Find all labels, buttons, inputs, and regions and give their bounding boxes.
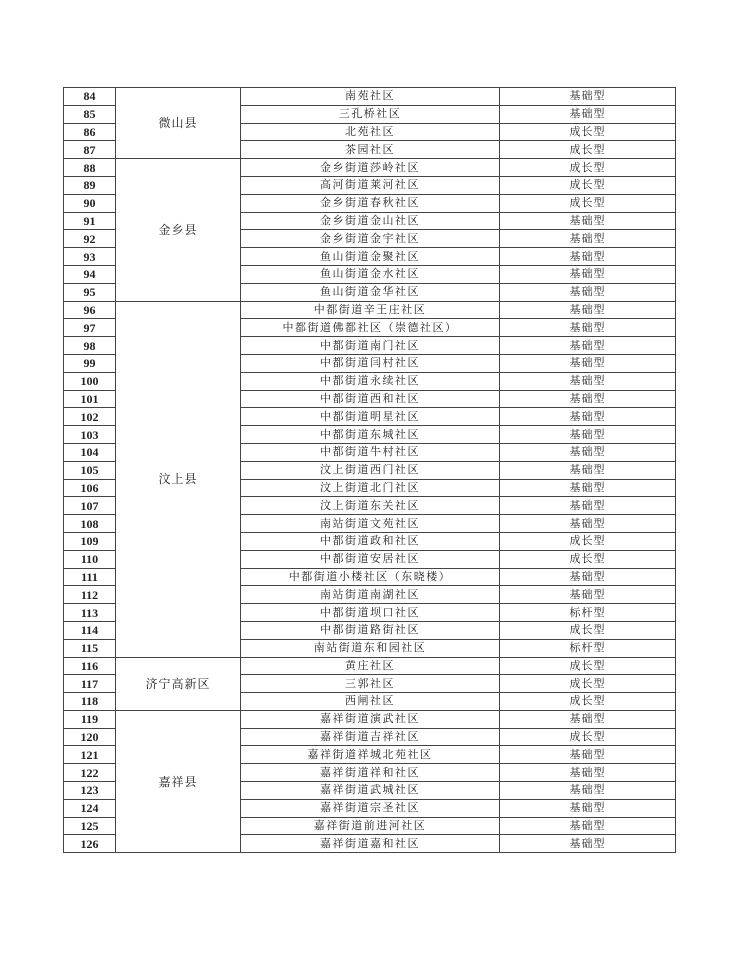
community-name: 高河街道莱河社区 — [241, 176, 500, 194]
community-name: 中都街道牛村社区 — [241, 443, 500, 461]
community-type: 基础型 — [500, 764, 676, 782]
community-name: 中都街道坝口社区 — [241, 604, 500, 622]
row-number: 88 — [64, 159, 116, 177]
community-type: 成长型 — [500, 693, 676, 711]
community-type: 成长型 — [500, 550, 676, 568]
row-number: 105 — [64, 461, 116, 479]
row-number: 102 — [64, 408, 116, 426]
row-number: 104 — [64, 443, 116, 461]
community-name: 南站街道东和园社区 — [241, 639, 500, 657]
community-name: 汶上街道东关社区 — [241, 497, 500, 515]
community-type: 成长型 — [500, 657, 676, 675]
row-number: 91 — [64, 212, 116, 230]
community-type: 基础型 — [500, 88, 676, 106]
community-name: 鱼山街道金水社区 — [241, 265, 500, 283]
row-number: 99 — [64, 354, 116, 372]
community-name: 汶上街道西门社区 — [241, 461, 500, 479]
community-type: 基础型 — [500, 817, 676, 835]
community-table — [63, 87, 676, 853]
row-number: 120 — [64, 728, 116, 746]
community-type: 基础型 — [500, 354, 676, 372]
community-name: 中都街道明星社区 — [241, 408, 500, 426]
community-type: 成长型 — [500, 621, 676, 639]
row-number: 106 — [64, 479, 116, 497]
row-number: 92 — [64, 230, 116, 248]
community-type: 基础型 — [500, 105, 676, 123]
community-type: 成长型 — [500, 123, 676, 141]
community-type: 基础型 — [500, 426, 676, 444]
row-number: 121 — [64, 746, 116, 764]
community-name: 中都街道佛都社区（崇德社区） — [241, 319, 500, 337]
community-name: 嘉祥街道演武社区 — [241, 710, 500, 728]
table-body — [64, 88, 676, 853]
community-name: 三郭社区 — [241, 675, 500, 693]
community-name: 中都街道安居社区 — [241, 550, 500, 568]
community-name: 金乡街道春秋社区 — [241, 194, 500, 212]
community-name: 嘉祥街道武城社区 — [241, 782, 500, 800]
community-name: 中都街道东城社区 — [241, 426, 500, 444]
county-cell: 金乡县 — [116, 159, 241, 301]
community-type: 基础型 — [500, 461, 676, 479]
community-name: 中都街道永续社区 — [241, 372, 500, 390]
community-name: 南站街道文苑社区 — [241, 515, 500, 533]
row-number: 94 — [64, 265, 116, 283]
row-number: 119 — [64, 710, 116, 728]
community-type: 基础型 — [500, 408, 676, 426]
community-type: 成长型 — [500, 675, 676, 693]
community-name: 南站街道南湖社区 — [241, 586, 500, 604]
row-number: 101 — [64, 390, 116, 408]
row-number: 84 — [64, 88, 116, 106]
community-type: 成长型 — [500, 194, 676, 212]
row-number: 118 — [64, 693, 116, 711]
table-row — [64, 88, 676, 106]
community-name: 中都街道闫村社区 — [241, 354, 500, 372]
row-number: 86 — [64, 123, 116, 141]
row-number: 93 — [64, 248, 116, 266]
county-cell: 嘉祥县 — [116, 710, 241, 852]
row-number: 122 — [64, 764, 116, 782]
row-number: 111 — [64, 568, 116, 586]
community-type: 基础型 — [500, 319, 676, 337]
community-name: 嘉祥街道吉祥社区 — [241, 728, 500, 746]
row-number: 96 — [64, 301, 116, 319]
community-name: 嘉祥街道前进河社区 — [241, 817, 500, 835]
community-type: 基础型 — [500, 782, 676, 800]
community-type: 基础型 — [500, 586, 676, 604]
row-number: 107 — [64, 497, 116, 515]
county-cell: 济宁高新区 — [116, 657, 241, 710]
row-number: 125 — [64, 817, 116, 835]
community-type: 成长型 — [500, 728, 676, 746]
community-name: 鱼山街道金华社区 — [241, 283, 500, 301]
community-name: 金乡街道莎岭社区 — [241, 159, 500, 177]
community-name: 中都街道辛王庄社区 — [241, 301, 500, 319]
row-number: 87 — [64, 141, 116, 159]
community-type: 标杆型 — [500, 604, 676, 622]
community-type: 基础型 — [500, 443, 676, 461]
community-type: 成长型 — [500, 532, 676, 550]
community-name: 嘉祥街道嘉和社区 — [241, 835, 500, 853]
community-name: 鱼山街道金聚社区 — [241, 248, 500, 266]
community-type: 基础型 — [500, 265, 676, 283]
community-name: 茶园社区 — [241, 141, 500, 159]
row-number: 114 — [64, 621, 116, 639]
community-type: 成长型 — [500, 159, 676, 177]
row-number: 95 — [64, 283, 116, 301]
community-type: 基础型 — [500, 372, 676, 390]
row-number: 98 — [64, 337, 116, 355]
community-type: 基础型 — [500, 212, 676, 230]
row-number: 100 — [64, 372, 116, 390]
community-name: 中都街道政和社区 — [241, 532, 500, 550]
community-type: 基础型 — [500, 835, 676, 853]
community-type: 基础型 — [500, 515, 676, 533]
row-number: 126 — [64, 835, 116, 853]
community-type: 基础型 — [500, 248, 676, 266]
row-number: 113 — [64, 604, 116, 622]
row-number: 108 — [64, 515, 116, 533]
row-number: 110 — [64, 550, 116, 568]
community-name: 金乡街道金宇社区 — [241, 230, 500, 248]
row-number: 116 — [64, 657, 116, 675]
community-type: 基础型 — [500, 283, 676, 301]
row-number: 117 — [64, 675, 116, 693]
row-number: 97 — [64, 319, 116, 337]
table-row — [64, 657, 676, 675]
community-name: 西闸社区 — [241, 693, 500, 711]
community-type: 基础型 — [500, 799, 676, 817]
community-type: 基础型 — [500, 390, 676, 408]
community-name: 黄庄社区 — [241, 657, 500, 675]
community-type: 基础型 — [500, 497, 676, 515]
community-type: 基础型 — [500, 710, 676, 728]
community-name: 中都街道小楼社区（东晓楼） — [241, 568, 500, 586]
table-row — [64, 301, 676, 319]
row-number: 103 — [64, 426, 116, 444]
community-type: 成长型 — [500, 141, 676, 159]
community-name: 中都街道路街社区 — [241, 621, 500, 639]
community-type: 基础型 — [500, 230, 676, 248]
community-type: 基础型 — [500, 337, 676, 355]
row-number: 123 — [64, 782, 116, 800]
community-type: 标杆型 — [500, 639, 676, 657]
table-row — [64, 159, 676, 177]
community-name: 嘉祥街道祥城北苑社区 — [241, 746, 500, 764]
row-number: 124 — [64, 799, 116, 817]
community-type: 成长型 — [500, 176, 676, 194]
row-number: 89 — [64, 176, 116, 194]
table-row — [64, 710, 676, 728]
community-type: 基础型 — [500, 301, 676, 319]
community-name: 汶上街道北门社区 — [241, 479, 500, 497]
community-name: 三孔桥社区 — [241, 105, 500, 123]
community-type: 基础型 — [500, 568, 676, 586]
community-type: 基础型 — [500, 479, 676, 497]
community-name: 金乡街道金山社区 — [241, 212, 500, 230]
community-name: 北苑社区 — [241, 123, 500, 141]
row-number: 85 — [64, 105, 116, 123]
county-cell: 汶上县 — [116, 301, 241, 657]
row-number: 115 — [64, 639, 116, 657]
community-type: 基础型 — [500, 746, 676, 764]
community-name: 中都街道南门社区 — [241, 337, 500, 355]
row-number: 109 — [64, 532, 116, 550]
row-number: 112 — [64, 586, 116, 604]
community-name: 中都街道西和社区 — [241, 390, 500, 408]
community-name: 嘉祥街道祥和社区 — [241, 764, 500, 782]
county-cell: 微山县 — [116, 88, 241, 159]
community-name: 南苑社区 — [241, 88, 500, 106]
row-number: 90 — [64, 194, 116, 212]
community-name: 嘉祥街道宗圣社区 — [241, 799, 500, 817]
